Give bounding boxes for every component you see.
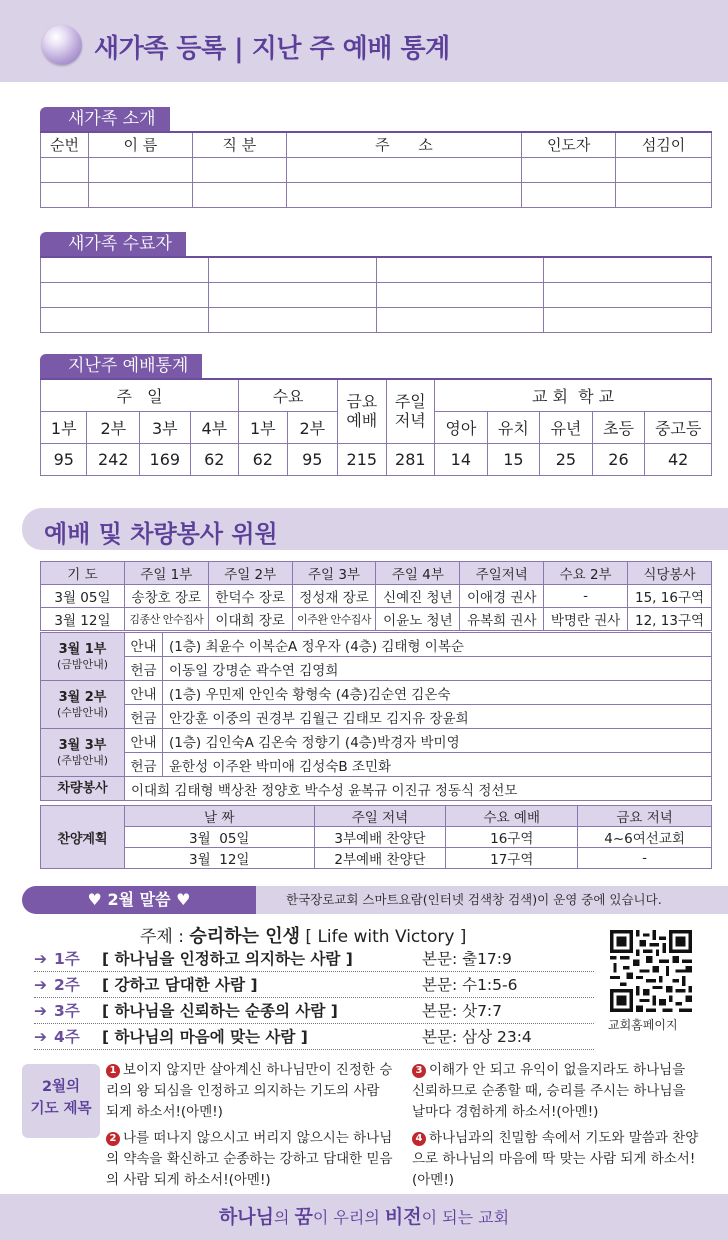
stat-value: 14 <box>435 443 488 475</box>
week-row <box>34 972 594 998</box>
table-row <box>41 182 712 207</box>
choir-cell: 4~6여선교회 <box>578 827 712 848</box>
theme-line <box>140 922 466 948</box>
week-row <box>34 1024 594 1050</box>
prayer-text: 이해가 안 되고 유익이 없을지라도 하나님을 신뢰하므로 순종할 때, 승리를 주시는 하나님을 날마다 경험하게 하소서!(아멘!) <box>412 1062 686 1120</box>
week-row <box>34 946 594 972</box>
col-header: 주 소 <box>286 132 522 157</box>
newcomers-table <box>40 131 712 208</box>
usher-label: 3월 2부 <box>58 689 107 705</box>
col-header: 수요 2부 <box>544 562 628 585</box>
vehicle-label: 차량봉사 <box>41 777 125 801</box>
stat-value: 169 <box>140 443 191 475</box>
duty-cell: 이대희 장로 <box>208 608 292 631</box>
week-num: 1주 <box>54 950 80 968</box>
duty-cell: 15, 16구역 <box>628 585 712 608</box>
col-header: 섬김이 <box>616 132 712 157</box>
number-badge-icon: 3 <box>412 1064 426 1078</box>
group-sunday: 주 일 <box>41 379 239 411</box>
stat-value: 25 <box>540 443 593 475</box>
duty-cell: 한덕수 장로 <box>208 585 292 608</box>
footer-part: 하나님 <box>218 1206 274 1228</box>
guide-label: 안내 <box>125 729 163 753</box>
col-header: 주일 4부 <box>376 562 460 585</box>
number-badge-icon: 1 <box>106 1064 120 1078</box>
footer-part: 이 되는 교회 <box>421 1208 510 1227</box>
sub-header: 2부 <box>87 411 140 443</box>
duty-cell: 김종산 안수집사 <box>124 608 208 631</box>
choir-date: 3월 05일 <box>124 827 314 848</box>
sub-header: 3부 <box>140 411 191 443</box>
col-header: 순번 <box>41 132 89 157</box>
week-num: 4주 <box>54 1028 80 1046</box>
table-row <box>41 608 712 631</box>
col-header: 수요 예배 <box>446 806 578 827</box>
duty-cell: 12, 13구역 <box>628 608 712 631</box>
table-row <box>41 282 712 307</box>
choir-date: 3월 12일 <box>124 848 314 869</box>
footer-part: 이 우리의 <box>312 1208 385 1227</box>
arrow-right-icon: ➔ <box>34 1002 47 1020</box>
table-row <box>41 633 712 657</box>
smart-notice: 한국장로교회 스마트요람(인터넷 검색창 검색)이 운영 중에 있습니다. <box>256 886 728 914</box>
table-row <box>41 307 712 332</box>
duty-date: 3월 12일 <box>41 608 125 631</box>
prayer-label-box <box>22 1064 100 1138</box>
footer-part: 비전 <box>384 1206 422 1228</box>
choir-table <box>40 805 712 869</box>
guide-names: (1층) 우민제 안인숙 황형숙 (4층)김순연 김온숙 <box>163 681 712 705</box>
choir-cell: 16구역 <box>446 827 578 848</box>
sub-header: 초등 <box>592 411 645 443</box>
duty-cell: 송창호 장로 <box>124 585 208 608</box>
prayer-text: 나를 떠나지 않으시고 버리지 않으시는 하나님의 약속을 확신하고 순종하는 강하고 담대한 믿음의 사람 되게 하소서!(아멘!) <box>106 1130 393 1188</box>
week-num: 2주 <box>54 976 80 994</box>
newcomers-tab: 새가족 소개 <box>40 107 170 131</box>
graduates-table <box>40 256 712 333</box>
stats-tab: 지난주 예배통계 <box>40 354 202 378</box>
week-row <box>34 998 594 1024</box>
guide-label: 안내 <box>125 633 163 657</box>
stat-value: 242 <box>87 443 140 475</box>
choir-cell: - <box>578 848 712 869</box>
duty-table <box>40 561 712 631</box>
week-title: [ 강하고 담대한 사람 ] <box>102 976 258 994</box>
sub-header: 1부 <box>239 411 288 443</box>
choir-cell: 3부예배 찬양단 <box>314 827 446 848</box>
offering-names: 윤한성 이주완 박미애 김성숙B 조민화 <box>163 753 712 777</box>
table-row <box>41 753 712 777</box>
prayer-item <box>106 1060 396 1123</box>
duty-cell: 신예진 청년 <box>376 585 460 608</box>
col-header: 주일저녁 <box>460 562 544 585</box>
col-header: 주일 3부 <box>292 562 376 585</box>
usher-sublabel: (금밤안내) <box>56 657 109 671</box>
sub-header: 유년 <box>540 411 593 443</box>
duty-cell: 박명란 권사 <box>544 608 628 631</box>
stat-value: 26 <box>592 443 645 475</box>
week-ref: 본문: 출17:9 <box>422 950 512 968</box>
prayer-text: 보이지 않지만 살아계신 하나님만이 진정한 승리의 왕 되심을 인정하고 의지하는 기도의 사람 되게 하소서!(아멘!) <box>106 1062 393 1120</box>
table-row <box>41 848 712 869</box>
choir-cell: 2부예배 찬양단 <box>314 848 446 869</box>
col-header: 금요 저녁 <box>578 806 712 827</box>
sub-header: 4부 <box>190 411 239 443</box>
theme-suffix: [ Life with Victory ] <box>300 927 467 947</box>
table-row <box>41 729 712 753</box>
usher-sublabel: (수밤안내) <box>56 705 109 719</box>
offering-names: 안강훈 이중의 권경부 김월근 김태모 김지유 장윤희 <box>163 705 712 729</box>
duty-cell: 이주완 안수집사 <box>292 608 376 631</box>
prayer-item <box>106 1128 396 1191</box>
week-ref: 본문: 삿7:7 <box>422 1002 503 1020</box>
sub-header: 영아 <box>435 411 488 443</box>
theme-main: 승리하는 인생 <box>189 926 300 947</box>
col-header: 주일 1부 <box>124 562 208 585</box>
col-header: 인도자 <box>522 132 616 157</box>
duty-cell: 이윤노 청년 <box>376 608 460 631</box>
section-title: 예배 및 차량봉사 위원 <box>44 520 278 548</box>
arrow-right-icon: ➔ <box>34 1028 47 1046</box>
sub-header: 2부 <box>287 411 338 443</box>
qr-code-icon[interactable] <box>610 930 692 1012</box>
col-header: 직 분 <box>192 132 286 157</box>
duty-cell: - <box>544 585 628 608</box>
sub-header: 유치 <box>487 411 540 443</box>
offering-label: 헌금 <box>125 705 163 729</box>
week-ref: 본문: 삼상 23:4 <box>422 1028 532 1046</box>
choir-cell: 17구역 <box>446 848 578 869</box>
theme-prefix: 주제 : <box>140 927 190 947</box>
graduates-tab: 새가족 수료자 <box>40 232 186 256</box>
number-badge-icon: 4 <box>412 1132 426 1146</box>
footer-part: 의 <box>273 1208 295 1227</box>
word-pill: ♥ 2월 말씀 ♥ <box>22 886 256 914</box>
stat-value: 215 <box>338 443 387 475</box>
prayer-text: 하나님과의 친밀함 속에서 기도와 말씀과 찬양으로 하나님의 마음에 딱 맞는 사람 되게 하소서!(아멘!) <box>412 1130 699 1188</box>
usher-label: 3월 3부 <box>58 737 107 753</box>
guide-label: 안내 <box>125 681 163 705</box>
week-ref: 본문: 수1:5-6 <box>422 976 518 994</box>
col-header: 이 름 <box>88 132 192 157</box>
table-row <box>41 827 712 848</box>
week-title: [ 하나님을 인정하고 의지하는 사람 ] <box>102 950 353 968</box>
offering-label: 헌금 <box>125 657 163 681</box>
week-num: 3주 <box>54 1002 80 1020</box>
vehicle-names: 이대희 김태형 백상찬 정양호 박수성 윤복규 이진규 정동식 정선모 <box>125 777 712 801</box>
stat-value: 95 <box>41 443 87 475</box>
group-friday: 금요 예배 <box>338 379 387 443</box>
guide-names: (1층) 김인숙A 김온숙 정향기 (4층)박경자 박미영 <box>163 729 712 753</box>
header-orb-icon <box>42 25 82 65</box>
table-row <box>41 705 712 729</box>
stat-value: 15 <box>487 443 540 475</box>
stat-value: 62 <box>190 443 239 475</box>
page-title: 새가족 등록 | 지난 주 예배 통계 <box>94 34 450 64</box>
week-title: [ 하나님의 마음에 맞는 사람 ] <box>102 1028 308 1046</box>
arrow-right-icon: ➔ <box>34 976 47 994</box>
table-row <box>41 657 712 681</box>
number-badge-icon: 2 <box>106 1132 120 1146</box>
duty-cell: 유복희 권사 <box>460 608 544 631</box>
arrow-right-icon: ➔ <box>34 950 47 968</box>
stat-value: 62 <box>239 443 288 475</box>
group-wednesday: 수요 <box>239 379 338 411</box>
stat-value: 281 <box>386 443 435 475</box>
table-row <box>41 585 712 608</box>
prayer-label-line1: 2월의 <box>41 1079 81 1095</box>
usher-table <box>40 632 712 801</box>
duty-cell: 정성재 장로 <box>292 585 376 608</box>
col-header: 기 도 <box>41 562 125 585</box>
col-header: 주일 저녁 <box>314 806 446 827</box>
offering-names: 이동일 강명순 곽수연 김영희 <box>163 657 712 681</box>
duty-cell: 이애경 권사 <box>460 585 544 608</box>
sub-header: 중고등 <box>645 411 712 443</box>
stat-value: 42 <box>645 443 712 475</box>
table-row <box>41 157 712 182</box>
table-row <box>41 443 712 475</box>
prayer-item <box>412 1060 702 1123</box>
prayer-item <box>412 1128 702 1191</box>
usher-sublabel: (주밤안내) <box>56 753 109 767</box>
table-row <box>41 257 712 282</box>
offering-label: 헌금 <box>125 753 163 777</box>
week-title: [ 하나님을 신뢰하는 순종의 사람 ] <box>102 1002 338 1020</box>
group-sunday-evening: 주일 저녁 <box>386 379 435 443</box>
stat-value: 95 <box>287 443 338 475</box>
qr-caption: 교회홈페이지 <box>608 1018 678 1032</box>
footer-motto <box>0 1194 728 1240</box>
choir-label: 찬양계획 <box>41 806 125 869</box>
table-row <box>41 777 712 801</box>
col-header: 식당봉사 <box>628 562 712 585</box>
duty-date: 3월 05일 <box>41 585 125 608</box>
prayer-label-line2: 기도 제목 <box>30 1101 92 1117</box>
group-school: 교 회 학 교 <box>435 379 712 411</box>
usher-label: 3월 1부 <box>58 641 107 657</box>
table-row <box>41 681 712 705</box>
sub-header: 1부 <box>41 411 87 443</box>
footer-part: 꿈 <box>294 1206 313 1228</box>
stats-table <box>40 378 712 476</box>
guide-names: (1층) 최윤수 이복순A 정우자 (4층) 김태형 이복순 <box>163 633 712 657</box>
col-header: 주일 2부 <box>208 562 292 585</box>
col-header: 날 짜 <box>124 806 314 827</box>
